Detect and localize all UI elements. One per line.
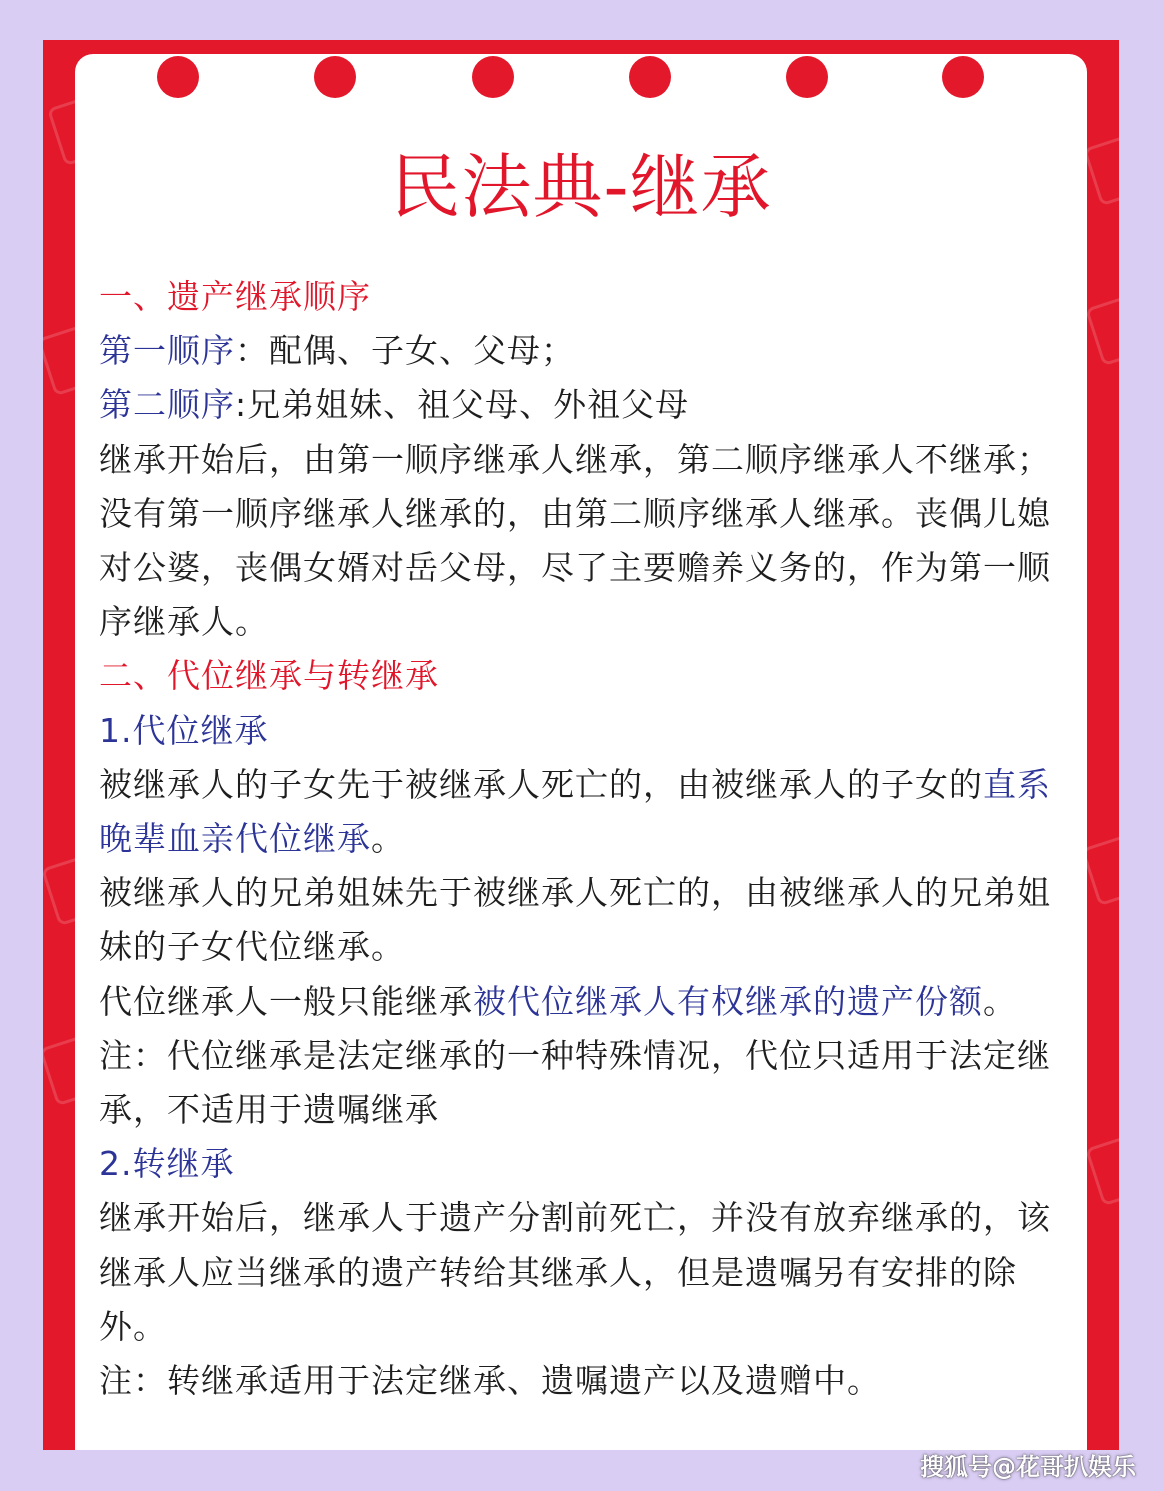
watermark: 搜狐号@花哥扒娱乐: [920, 1453, 1136, 1481]
paragraph-end: 。: [371, 819, 405, 859]
paragraph-text: 被继承人的子女先于被继承人死亡的，由被继承人的子女的: [99, 764, 983, 804]
subrogation-paragraph-1: [99, 758, 1067, 866]
inheritance-order-paragraph: 继承开始后，由第一顺序继承人继承，第二顺序继承人不继承；没有第一顺序继承人继承的，由第二顺序继承人继承。丧偶儿媳对公婆，丧偶女婿对岳父母，尽了主要赡养义务的，作为第一顺序继承人。: [99, 439, 1051, 642]
decorative-envelope-icon: [1085, 294, 1119, 367]
binder-hole: [157, 56, 199, 98]
first-order-text: ：配偶、子女、父母；: [235, 331, 575, 371]
subrogation-paragraph-2: 被继承人的兄弟姐妹先于被继承人死亡的，由被继承人的兄弟姐妹的子女代位继承。: [99, 873, 1051, 967]
subrogation-paragraph-3: [99, 975, 1067, 1029]
second-order-line: [99, 378, 1067, 432]
first-order-label: 第一顺序: [99, 331, 235, 371]
subheading-transfer-inheritance: 2.转继承: [99, 1144, 235, 1184]
paragraph-end: 。: [983, 981, 1017, 1021]
highlight-text: 被代位继承人有权继承的遗产份额: [473, 981, 983, 1021]
second-order-label: 第二顺序: [99, 385, 235, 425]
content-body: [99, 270, 1067, 1408]
binder-hole: [942, 56, 984, 98]
binder-hole: [472, 56, 514, 98]
decorative-envelope-icon: [1083, 134, 1119, 207]
transfer-inheritance-paragraph: 继承开始后，继承人于遗产分割前死亡，并没有放弃继承的，该继承人应当继承的遗产转给其继承人，但是遗嘱另有安排的除外。: [99, 1198, 1051, 1346]
decorative-envelope-icon: [1085, 1134, 1119, 1207]
page-title: 民法典-继承: [390, 146, 772, 228]
binder-hole: [786, 56, 828, 98]
subheading-subrogation: 1.代位继承: [99, 710, 269, 750]
paragraph-text: 代位继承人一般只能继承: [99, 981, 473, 1021]
binder-hole: [629, 56, 671, 98]
binder-hole: [314, 56, 356, 98]
section-heading-subrogation: 二、代位继承与转继承: [99, 656, 439, 696]
second-order-text: :兄弟姐妹、祖父母、外祖父母: [235, 385, 690, 425]
section-heading-inheritance-order: 一、遗产继承顺序: [99, 277, 371, 316]
highlight-text: 直系晚辈血亲代位继承: [99, 764, 1051, 859]
transfer-inheritance-note: 注：转继承适用于法定继承、遗嘱遗产以及遗赠中。: [99, 1361, 881, 1401]
subrogation-note: 注：代位继承是法定继承的一种特殊情况，代位只适用于法定继承，不适用于遗嘱继承: [99, 1035, 1051, 1130]
first-order-line: [99, 324, 1067, 378]
